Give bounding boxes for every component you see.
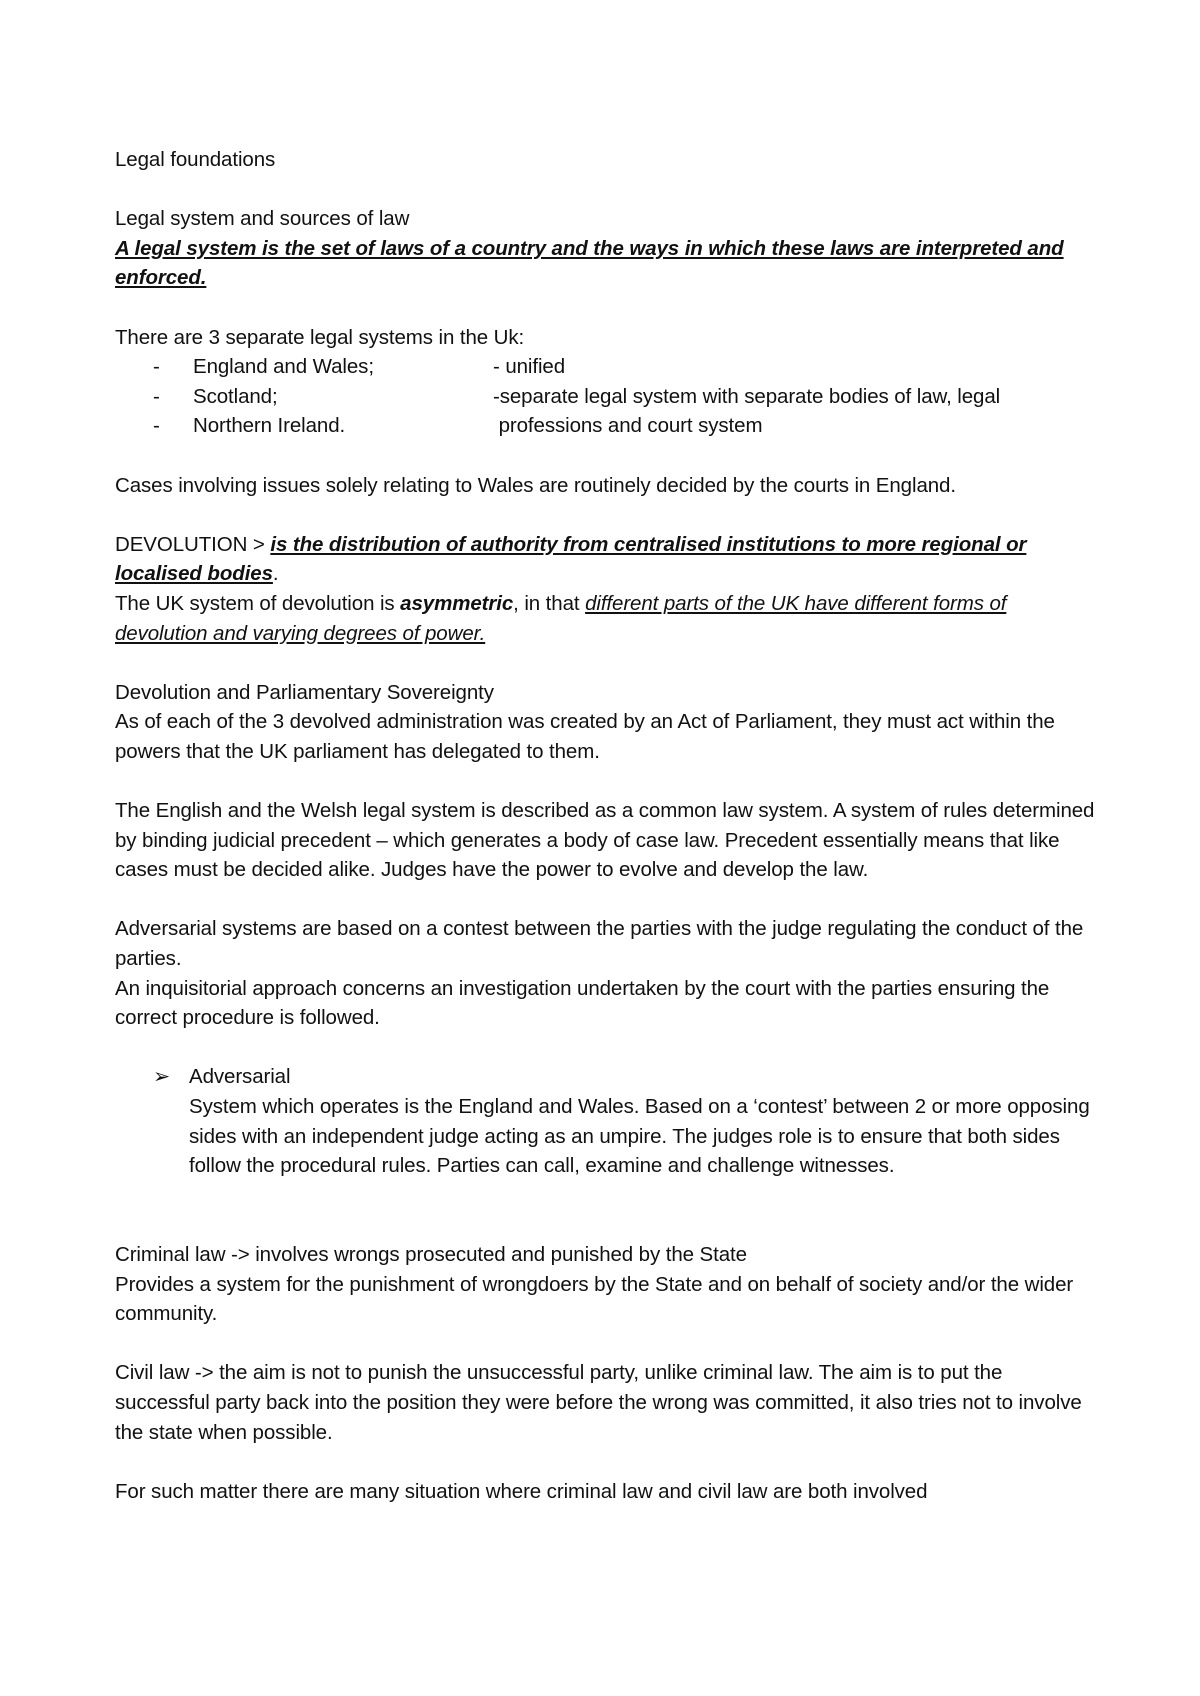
devolution-definition-paragraph (115, 530, 1095, 589)
devolution-label: DEVOLUTION > (115, 532, 271, 556)
civil-law-paragraph: Civil law -> the aim is not to punish the unsuccessful party, unlike criminal law. The aim is to put the successful party back into the position they were before the wrong was committed, it also tries not to involve the state when possible. (115, 1361, 1082, 1444)
criminal-law-paragraph: Provides a system for the punishment of wrongdoers by the State and on behalf of society and/or the wider community. (115, 1272, 1074, 1326)
adversarial-systems-paragraph: Adversarial systems are based on a contest between the parties with the judge regulating the conduct of the parties. (115, 917, 1084, 971)
list-dash: - (153, 355, 160, 379)
document-title: Legal foundations (115, 148, 276, 171)
systems-intro: There are 3 separate legal systems in the Uk: (115, 325, 525, 349)
list-item (115, 382, 1095, 412)
system-name: Scotland; (193, 384, 278, 408)
list-item (115, 411, 1095, 441)
legal-systems-list (115, 352, 1095, 441)
adversarial-bullet-heading: Adversarial (189, 1065, 291, 1089)
legal-system-definition: A legal system is the set of laws of a country and the ways in which these laws are interpreted and enforced. (115, 236, 1064, 290)
adversarial-bullet-body (189, 1062, 1095, 1180)
criminal-law-heading: Criminal law -> involves wrongs prosecuted and punished by the State (115, 1242, 747, 1266)
asymmetric-word: asymmetric (400, 591, 514, 615)
spacer (115, 1210, 1095, 1240)
asymmetric-prefix: The UK system of devolution is (115, 591, 401, 615)
list-dash: - (153, 414, 160, 438)
spacer (115, 1181, 1095, 1211)
wales-cases-paragraph: Cases involving issues solely relating to Wales are routinely decided by the courts in England. (115, 473, 956, 497)
sovereignty-heading: Devolution and Parliamentary Sovereignty (115, 680, 494, 704)
document-body (115, 145, 1095, 1506)
common-law-paragraph: The English and the Welsh legal system is described as a common law system. A system of rules determined by binding judicial precedent – which generates a body of case law. Precedent essentially means that like cases must be decided alike. Judges have the power to evolve and develop the law. (115, 799, 1095, 882)
spacer (115, 885, 1095, 915)
section-heading-legal-system: Legal system and sources of law (115, 207, 410, 231)
adversarial-bullet-text: System which operates is the England and Wales. Based on a ‘contest’ between 2 or more opposing sides with an independent judge acting as an umpire. The judges role is to ensure that both sides follow the procedural rules. Parties can call, examine and challenge witnesses. (189, 1095, 1090, 1178)
spacer (115, 1033, 1095, 1063)
spacer (115, 1329, 1095, 1359)
spacer (115, 1447, 1095, 1477)
devolution-definition-end: . (272, 562, 279, 586)
spacer (115, 293, 1095, 323)
spacer (115, 648, 1095, 678)
spacer (115, 766, 1095, 796)
sovereignty-paragraph: As of each of the 3 devolved administration was created by an Act of Parliament, they must act within the powers that the UK parliament has delegated to them. (115, 710, 1055, 763)
system-note: -separate legal system with separate bodies of law, legal (493, 384, 1001, 408)
list-item (115, 352, 1095, 382)
spacer (115, 500, 1095, 530)
adversarial-bullet (153, 1062, 1095, 1180)
system-note: - unified (493, 355, 566, 379)
asymmetric-paragraph (115, 589, 1095, 648)
system-note: professions and court system (493, 414, 763, 438)
system-name: England and Wales; (193, 355, 374, 379)
system-name: Northern Ireland. (193, 414, 346, 438)
spacer (115, 441, 1095, 471)
closing-paragraph: For such matter there are many situation where criminal law and civil law are both involved (115, 1479, 928, 1503)
asymmetric-mid: , in that (513, 591, 586, 615)
arrow-bullet-icon: ➢ (153, 1065, 171, 1089)
spacer (115, 175, 1095, 205)
inquisitorial-paragraph: An inquisitorial approach concerns an investigation undertaken by the court with the parties ensuring the correct procedure is followed. (115, 976, 1050, 1030)
asymmetric-definition: different parts of the UK have different forms of devolution and varying degrees of power. (115, 591, 1007, 645)
devolution-definition: is the distribution of authority from centralised institutions to more regional or localised bodies (115, 532, 1027, 586)
list-dash: - (153, 384, 160, 408)
